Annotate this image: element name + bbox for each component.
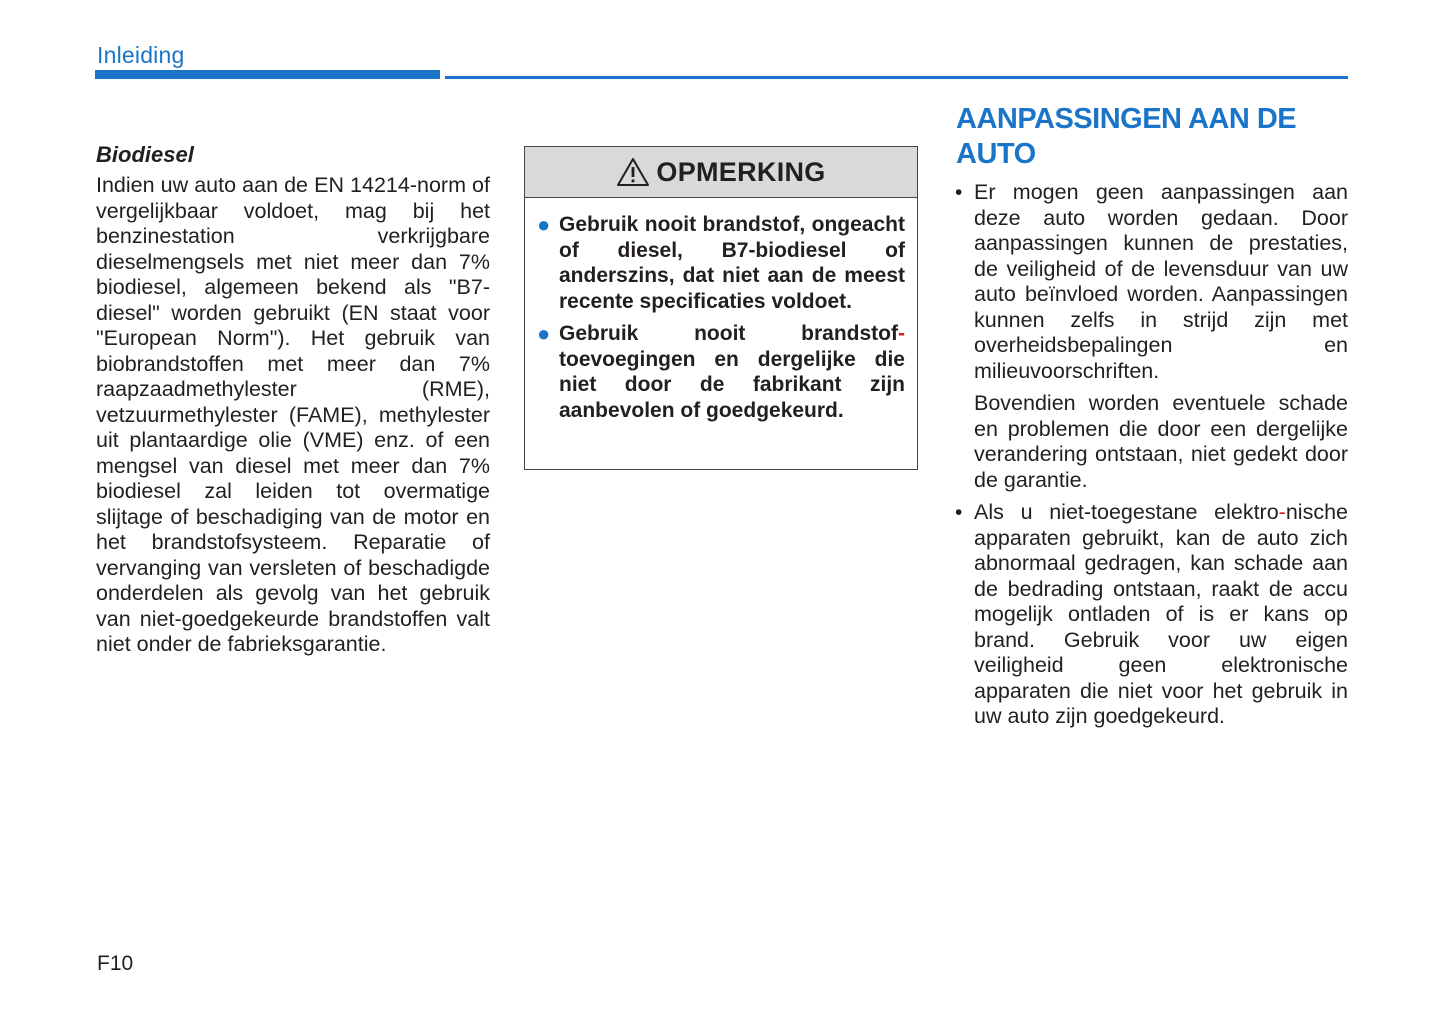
notice-box xyxy=(524,146,918,470)
bullet-icon: ● xyxy=(537,212,551,237)
notice-header xyxy=(525,147,917,198)
list-item xyxy=(955,500,1348,730)
header-rule-thin xyxy=(445,76,1348,79)
notice-item xyxy=(537,321,905,423)
biodiesel-paragraph: Indien uw auto aan de EN 14214-norm of vergelijkbaar voldoet, mag bij het benzinestation verkrijgbare dieselmengsels met niet meer dan 7% biodiesel, algemeen bekend als "B7-diesel" worden gebruikt (EN staat voor "European Norm"). Het gebruik van biobrandstoffen met meer dan 7% raapzaadmethylester (RME), vetzuurmethylester (FAME), methylester uit plantaardige olie (VME) enz. of een mengsel van diesel met meer dan 7% biodiesel zal leiden tot overmatige slijtage of beschadiging van de motor en het brandstofsysteem. Reparatie of vervanging van versleten of beschadigde onderdelen als gevolg van het gebruik van niet-goedgekeurde brandstoffen valt niet onder de fabrieksgarantie. xyxy=(96,173,490,656)
list-item-text-continued: nische apparaten gebruikt, kan de auto zich abnormaal gedragen, kan schade aan de bedrading ontstaan, raakt de accu mogelijk ontladen of is er kans op brand. Gebruik voor uw eigen veiligheid geen elektronische apparaten die niet voor het gebruik in uw auto zijn goedgekeurd. xyxy=(974,500,1348,728)
section-title: Inleiding xyxy=(97,42,185,68)
list-item-text: Als u niet-toegestane elektro xyxy=(974,500,1279,524)
bullet-icon: • xyxy=(955,501,963,524)
notice-list xyxy=(525,212,905,423)
notice-item-text-continued: toevoegingen en dergelijke die niet door de fabrikant zijn aanbevolen of goedgekeurd. xyxy=(559,347,905,422)
list-item-paragraph: Er mogen geen aanpassingen aan deze auto worden gedaan. Door aanpassingen kunnen de prestaties, de veiligheid of de levensduur van uw auto beïnvloed worden. Aanpassingen kunnen zelfs in strijd zijn met overheidsbepalingen en milieuvoorschriften. xyxy=(974,180,1348,383)
list-item xyxy=(955,180,1348,493)
bullet-icon: • xyxy=(955,181,963,204)
modifications-list xyxy=(955,180,1348,730)
notice-item-text: Gebruik nooit brandstof, ongeacht of diesel, B7-biodiesel of anderszins, dat niet aan de meest recente specificaties voldoet. xyxy=(559,213,905,313)
biodiesel-heading: Biodiesel xyxy=(96,142,194,167)
left-column xyxy=(96,141,490,658)
list-item-paragraph: Bovendien worden eventuele schade en problemen die door een dergelijke verandering ontstaan, niet gedekt door de garantie. xyxy=(974,391,1348,492)
warning-triangle-icon xyxy=(616,157,650,187)
hyphen: - xyxy=(1278,500,1286,524)
notice-title: OPMERKING xyxy=(656,156,826,187)
list-item-paragraph xyxy=(974,500,1348,730)
modifications-heading: AANPASSINGEN AAN DE AUTO xyxy=(956,103,1297,170)
hyphen: - xyxy=(898,322,905,345)
right-column xyxy=(955,102,1348,737)
notice-item-text: Gebruik nooit brandstof xyxy=(559,322,898,345)
notice-item xyxy=(537,212,905,314)
page-number: F10 xyxy=(97,952,134,975)
header-rule-thick xyxy=(95,70,440,79)
bullet-icon: ● xyxy=(537,321,551,346)
